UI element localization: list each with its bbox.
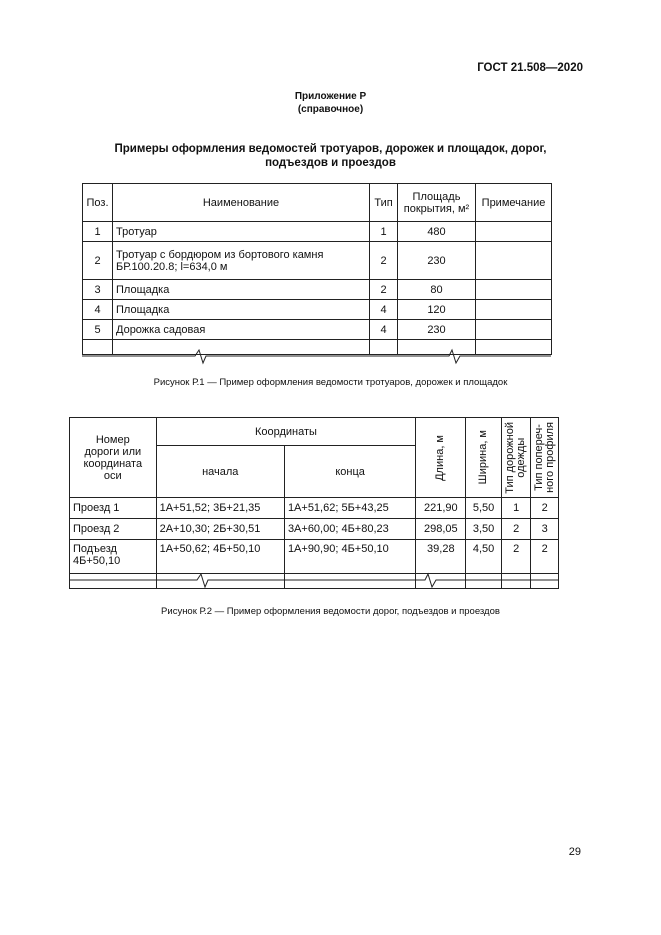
cell-width: 4,50 [466,540,502,574]
cell-length: 221,90 [416,498,466,519]
table-row [83,222,552,242]
cell-type: 1 [370,222,398,242]
table-row [83,280,552,300]
header-profile-text [534,422,556,493]
header-area-line-2: покрытия, м² [403,202,470,215]
cell-pos: 2 [83,242,113,280]
table-row [70,519,559,540]
cell-end: 3А+60,00; 4Б+80,23 [284,519,415,540]
cell-name: Площадка [113,300,370,320]
cell-end: 1А+51,62; 5Б+43,25 [284,498,415,519]
cell-pavement: 2 [501,540,531,574]
section-heading [80,142,581,170]
header-note: Примечание [476,184,552,222]
cell-name-line-1: Тротуар с бордюром из бортового камня [116,248,324,261]
table-row [70,540,559,574]
appendix-title [0,90,661,116]
appendix-subtitle: (справочное) [297,104,364,115]
appendix-label: Приложение Р [294,91,367,102]
cell-type: 2 [370,242,398,280]
cell-width: 5,50 [466,498,502,519]
header-profile [531,418,559,498]
cell-road: Проезд 2 [70,519,157,540]
header-road-line-1: Номер [95,433,130,446]
cell-pos: 1 [83,222,113,242]
table-header-row [70,418,559,446]
sidewalks-table [82,183,552,355]
cell-pavement: 2 [501,519,531,540]
cell-start: 1А+51,52; 3Б+21,35 [156,498,284,519]
cell-type: 2 [370,280,398,300]
header-end: конца [284,446,415,498]
cell-length: 39,28 [416,540,466,574]
page-number: 29 [568,846,581,858]
header-coordinates: Координаты [156,418,416,446]
roads-table [69,417,559,589]
table-row [83,300,552,320]
header-pavement [501,418,531,498]
header-area-line-1: Площадь [412,190,461,203]
table-row [83,320,552,340]
table-break-line [82,350,552,366]
header-length-text: Длина, м [434,434,447,481]
figure-caption-2: Рисунок Р.2 — Пример оформления ведомости дорог, подъездов и проездов [161,606,500,617]
cell-note [476,242,552,280]
cell-area: 80 [398,280,476,300]
cell-area: 480 [398,222,476,242]
header-width-text: Ширина, м [477,430,490,485]
cell-start: 1А+50,62; 4Б+50,10 [156,540,284,574]
header-pavement-line-2: одежды [515,437,528,478]
cell-start: 2А+10,30; 2Б+30,51 [156,519,284,540]
heading-line-2: подъездов и проездов [265,157,396,169]
table-break-line [69,574,560,590]
cell-road: Проезд 1 [70,498,157,519]
cell-profile: 3 [531,519,559,540]
header-road-line-4: оси [103,469,122,482]
cell-pos: 3 [83,280,113,300]
cell-name-line-2: БР.100.20.8; l=634,0 м [116,260,228,273]
cell-pos: 4 [83,300,113,320]
cell-note [476,320,552,340]
cell-name: Дорожка садовая [113,320,370,340]
cell-type: 4 [370,320,398,340]
cell-note [476,280,552,300]
table-header-row [83,184,552,222]
cell-pavement: 1 [501,498,531,519]
document-code: ГОСТ 21.508—2020 [477,62,583,74]
cell-area: 230 [398,320,476,340]
header-type: Тип [370,184,398,222]
cell-width: 3,50 [466,519,502,540]
cell-area: 230 [398,242,476,280]
header-area [398,184,476,222]
cell-length: 298,05 [416,519,466,540]
table-row [83,242,552,280]
cell-area: 120 [398,300,476,320]
header-road-line-3: координата [83,457,143,470]
cell-profile: 2 [531,498,559,519]
cell-type: 4 [370,300,398,320]
figure-caption-1: Рисунок Р.1 — Пример оформления ведомости тротуаров, дорожек и площадок [153,377,508,388]
header-pavement-line-1: Тип дорожной [504,421,517,494]
cell-name: Тротуар [113,222,370,242]
header-profile-line-2: ного профиля [543,422,556,493]
cell-end: 1А+90,90; 4Б+50,10 [284,540,415,574]
header-road-line-2: дороги или [84,445,142,458]
header-road [70,418,157,498]
cell-note [476,300,552,320]
header-pos: Поз. [83,184,113,222]
header-pavement-text [505,422,527,494]
cell-profile: 2 [531,540,559,574]
header-start: начала [156,446,284,498]
table-row [70,498,559,519]
header-name: Наименование [113,184,370,222]
cell-name [113,242,370,280]
heading-line-1: Примеры оформления ведомостей тротуаров, дорожек и площадок, дорог, [114,143,547,155]
header-length [416,418,466,498]
cell-road-line-2: 4Б+50,10 [73,555,121,567]
header-profile-line-1: Тип попереч- [532,424,545,491]
cell-note [476,222,552,242]
header-width [466,418,502,498]
cell-name: Площадка [113,280,370,300]
cell-road-line-1: Подъезд [73,543,117,555]
cell-pos: 5 [83,320,113,340]
cell-road [70,540,157,574]
